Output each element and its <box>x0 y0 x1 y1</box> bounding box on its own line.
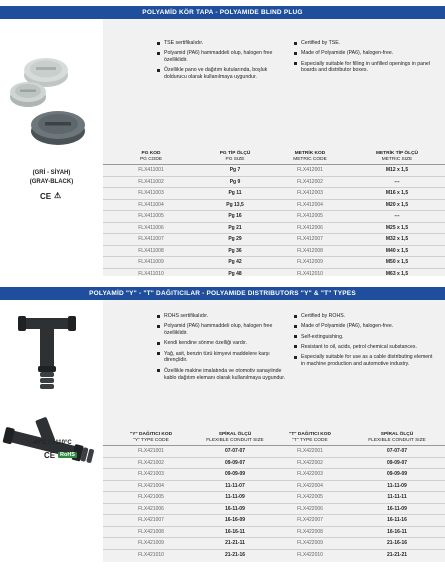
list-item: Yağ, asit, benzin türü kimyevi maddelere karşı dirençlidir. <box>157 351 289 365</box>
table-row: FLX411003 Pg 11 FLX412003 M16 x 1,5 <box>103 188 445 200</box>
list-item: Especially suitable for use as a cable distributing element in machine production and automotive industry. <box>294 354 434 368</box>
table-row: FLX421010 21-21-16 FLX422010 21-21-21 <box>103 549 445 560</box>
list-item: Resistant to oil, acids, petrol chemical substances. <box>294 344 434 351</box>
blind-plug-image <box>0 19 103 159</box>
warning-triangle-icon: ⚠ <box>54 191 62 200</box>
column-header: METRİK TİP ÖLÇÜ METRIC SIZE <box>375 151 419 162</box>
table-row: FLX421001 07-07-07 FLX422001 07-07-07 <box>103 446 445 458</box>
section2-bullets-tr <box>157 313 289 385</box>
table-row: FLX411007 Pg 29 FLX412007 M32 x 1,5 <box>103 234 445 246</box>
table-row: FLX411006 Pg 21 FLX412006 M25 x 1,5 <box>103 222 445 234</box>
section2-banner: POLYAMİD "Y" - "T" DAĞITICILAR - POLYAMIDE DISTRIBUTORS "Y" & "T" TYPES <box>0 287 445 300</box>
table-row: FLX411009 Pg 42 FLX412009 M50 x 1,5 <box>103 257 445 269</box>
color-label-tr: (GRİ - SİYAH) <box>32 170 71 176</box>
table-row: FLX411005 Pg 16 FLX412005 --- <box>103 211 445 223</box>
column-header: METRİK KOD METRIC CODE <box>293 151 327 162</box>
list-item: ROHS sertifikalıdır. <box>157 313 289 320</box>
table-row: FLX411001 Pg 7 FLX412001 M12 x 1,5 <box>103 165 445 177</box>
table-row: FLX421004 11-11-07 FLX422004 11-11-09 <box>103 480 445 492</box>
column-header: "Y" DAĞITICI KOD "Y" TYPE CODE <box>129 432 173 443</box>
column-header: SPİRAL ÖLÇÜ FLEXIBLE CONDUIT SIZE <box>368 432 426 443</box>
list-item: Kendi kendine sönme özelliği vardır. <box>157 340 289 347</box>
table-row: FLX421005 11-11-09 FLX422005 11-11-11 <box>103 492 445 504</box>
list-item: Certified by TSE. <box>294 40 434 47</box>
section1-banner: POLYAMİD KÖR TAPA - POLYAMIDE BLIND PLUG <box>0 6 445 19</box>
table-row: FLX421002 09-09-07 FLX422002 09-09-07 <box>103 457 445 469</box>
temperature-range: -40°C / +110°C <box>31 440 72 446</box>
section2-image-column <box>0 300 103 562</box>
section2-bullets-en <box>294 313 434 371</box>
table-row: FLX421007 16-16-09 FLX422007 16-11-16 <box>103 515 445 527</box>
section1-bullets-en <box>294 40 434 78</box>
section1-image-column <box>0 19 103 276</box>
list-item: TSE sertifikalıdır. <box>157 40 289 47</box>
column-header: SPİRAL ÖLÇÜ FLEXIBLE CONDUIT SIZE <box>206 432 264 443</box>
rohs-badge-icon: RoHS <box>60 452 75 458</box>
column-header: "T" DAĞITICI KOD "T" TYPE CODE <box>289 432 331 443</box>
section2-table <box>103 431 445 560</box>
table-row: FLX411010 Pg 48 FLX412010 M63 x 1,5 <box>103 268 445 279</box>
table-row: FLX411002 Pg 9 FLX412002 --- <box>103 176 445 188</box>
list-item: Made of Polyamide (PA6), halogen-free. <box>294 323 434 330</box>
color-label-en: (GRAY-BLACK) <box>29 179 74 185</box>
section1-bullets-tr <box>157 40 289 84</box>
list-item: Özellikle pano ve dağıtım kutularında, boşluk doldurucu olarak kullanılmaya uygundur. <box>157 67 289 81</box>
ce-mark-icon: CE <box>44 451 56 460</box>
table-row: FLX411004 Pg 13,5 FLX412004 M20 x 1,5 <box>103 199 445 211</box>
table-row: FLX421003 09-09-09 FLX422003 09-09-09 <box>103 469 445 481</box>
list-item: Self-extinguishing. <box>294 334 434 341</box>
list-item: Made of Polyamide (PA6), halogen-free. <box>294 50 434 57</box>
list-item: Especially suitable for filling in unfilled openings in panel boards and distributor boxes. <box>294 61 434 75</box>
list-item: Certified by ROHS. <box>294 313 434 320</box>
ce-mark-icon: CE <box>40 192 52 201</box>
column-header: PG KOD PG CODE <box>139 151 163 162</box>
list-item: Polyamid (PA6) hammaddeli olup, halogen free özelliklidir. <box>157 323 289 337</box>
column-header: PG TİP ÖLÇÜ PG SIZE <box>219 151 251 162</box>
table-row: FLX421008 16-16-11 FLX422008 16-16-11 <box>103 526 445 538</box>
table-row: FLX411008 Pg 36 FLX412008 M40 x 1,5 <box>103 245 445 257</box>
table-row: FLX421009 21-21-11 FLX422009 21-16-16 <box>103 538 445 550</box>
table-row: FLX421006 16-11-09 FLX422006 16-11-09 <box>103 503 445 515</box>
list-item: Özellikle makine imalatında ve otomotiv sanayiinde kablo dağıtım elemanı olarak kullanılmaya uygundur. <box>157 368 289 382</box>
section1-table <box>103 150 445 279</box>
list-item: Polyamid (PA6) hammaddeli olup, halogen free özelliklidir. <box>157 50 289 64</box>
